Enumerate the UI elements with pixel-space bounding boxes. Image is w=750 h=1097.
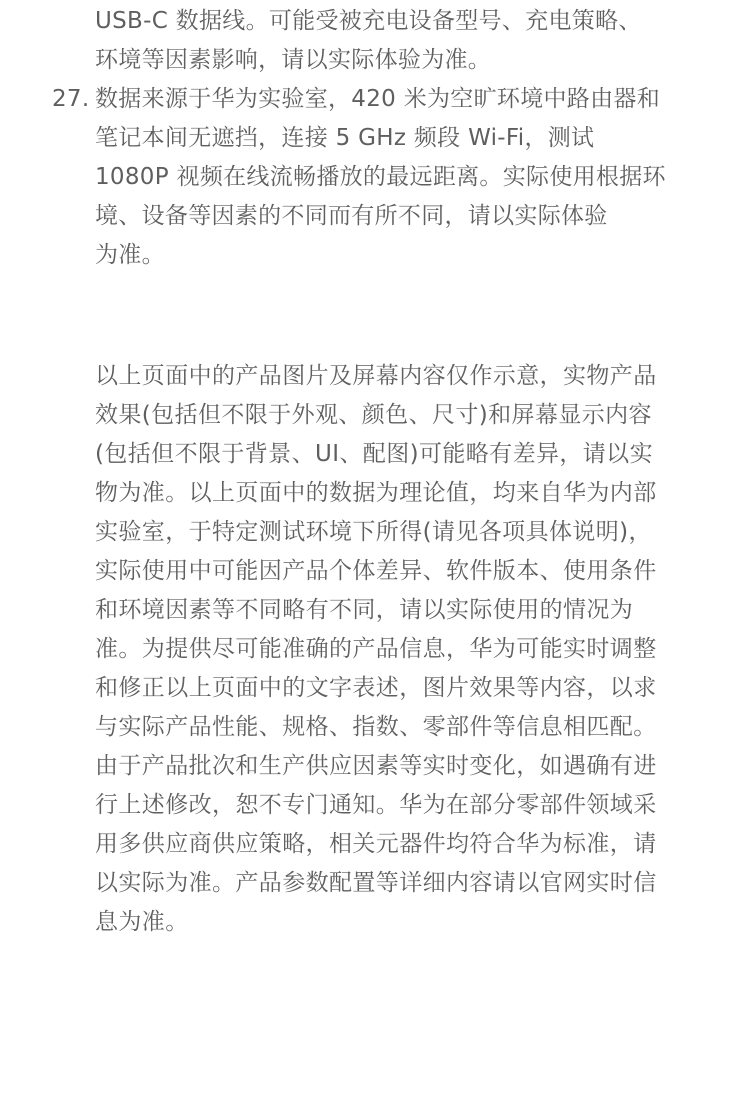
disclaimer-line-6: 实际使用中可能因产品个体差异、软件版本、使用条件 bbox=[95, 558, 657, 584]
disclaimer-paragraph bbox=[95, 357, 715, 942]
disclaimer-line-10: 与实际产品性能、规格、指数、零部件等信息相匹配。 bbox=[95, 714, 657, 740]
disclaimer-line-12: 行上述修改，恕不专门通知。华为在部分零部件领域采 bbox=[95, 792, 657, 818]
disclaimer-line-8: 准。为提供尽可能准确的产品信息，华为可能实时调整 bbox=[95, 636, 657, 662]
footnote-27-line-2: 笔记本间无遮挡，连接 5 GHz 频段 Wi-Fi，测试 bbox=[95, 125, 595, 151]
disclaimer-line-13: 用多供应商供应策略，相关元器件均符合华为标准，请 bbox=[95, 831, 657, 857]
disclaimer-line-9: 和修正以上页面中的文字表述，图片效果等内容，以求 bbox=[95, 675, 657, 701]
disclaimer-line-1: 以上页面中的产品图片及屏幕内容仅作示意，实物产品 bbox=[95, 363, 657, 389]
footnote-27-line-4: 境、设备等因素的不同而有所不同，请以实际体验 bbox=[95, 203, 608, 229]
disclaimer-line-2: 效果(包括但不限于外观、颜色、尺寸)和屏幕显示内容 bbox=[95, 402, 652, 428]
footnote-26-line-1: USB-C 数据线。可能受被充电设备型号、充电策略、 bbox=[95, 8, 642, 34]
footnote-27-text-1: 数据来源于华为实验室，420 米为空旷环境中路由器和 bbox=[95, 86, 661, 112]
footnote-27-line-1 bbox=[52, 80, 707, 119]
disclaimer-line-3: (包括但不限于背景、UI、配图)可能略有差异，请以实 bbox=[95, 441, 653, 467]
footnote-27-number: 27. bbox=[52, 86, 90, 112]
disclaimer-line-14: 以实际为准。产品参数配置等详细内容请以官网实时信 bbox=[95, 870, 657, 896]
disclaimer-line-7: 和环境因素等不同略有不同，请以实际使用的情况为 bbox=[95, 597, 634, 623]
disclaimer-line-5: 实验室，于特定测试环境下所得(请见各项具体说明)， bbox=[95, 519, 652, 545]
footnote-27-line-5: 为准。 bbox=[95, 242, 165, 268]
footnote-26-line-2: 环境等因素影响，请以实际体验为准。 bbox=[95, 47, 492, 73]
disclaimer-line-11: 由于产品批次和生产供应因素等实时变化，如遇确有进 bbox=[95, 753, 657, 779]
footnote-list bbox=[52, 2, 707, 275]
disclaimer-line-15: 息为准。 bbox=[95, 909, 189, 935]
disclaimer-line-4: 物为准。以上页面中的数据为理论值，均来自华为内部 bbox=[95, 480, 657, 506]
footnote-27-line-3: 1080P 视频在线流畅播放的最远距离。实际使用根据环 bbox=[95, 164, 666, 190]
